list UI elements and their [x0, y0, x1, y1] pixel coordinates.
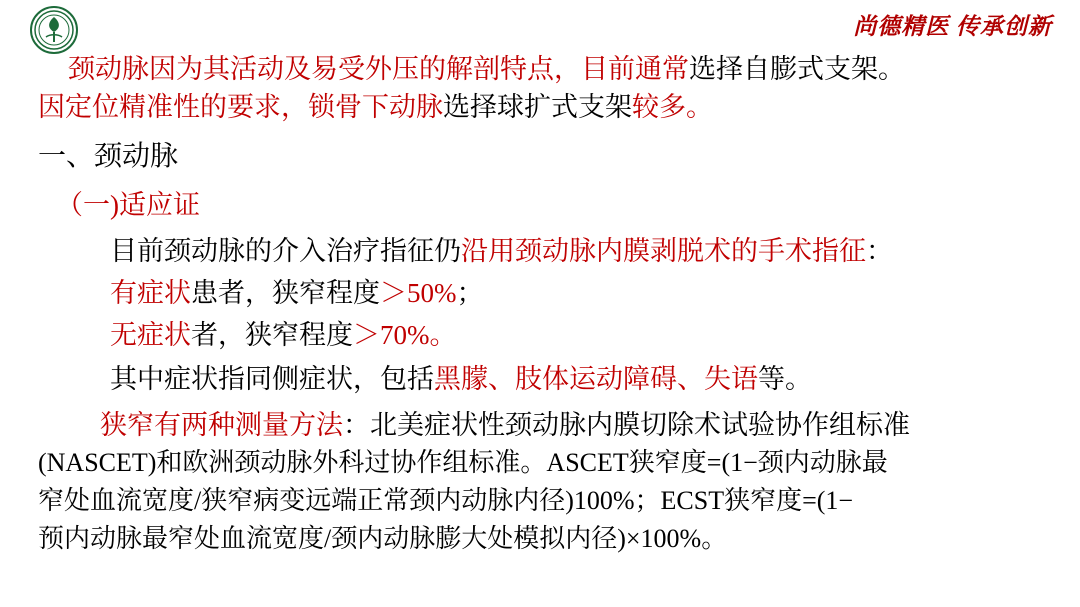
- body-line-4: [0, 360, 1080, 398]
- section-heading-1: [0, 138, 1080, 176]
- body-line-1: [0, 232, 1080, 270]
- text-run: 选择自膨式支架。: [689, 54, 905, 84]
- body-line-2: [0, 274, 1080, 312]
- text-run: 窄处血流宽度/狭窄病变远端正常颈内动脉内径)100%；ECST狭窄度=(1−: [38, 486, 854, 515]
- text-run: ＞50%: [380, 278, 457, 308]
- section-heading-2: [0, 186, 1080, 224]
- slide-header: [0, 0, 1080, 48]
- text-run: ；: [456, 278, 484, 308]
- text-run: 一、颈动脉: [38, 141, 179, 172]
- text-run: 有症状: [110, 278, 191, 308]
- slide-content: [0, 46, 1080, 558]
- slide-motto: 尚德精医 传承创新: [853, 14, 1052, 39]
- text-run: 因定位精准性的要求，锁骨下动脉: [38, 92, 443, 122]
- text-run: （一)适应证: [56, 190, 200, 220]
- text-run: 选择球扩式支架: [443, 92, 632, 122]
- text-run: 无症状: [110, 320, 191, 350]
- body-line-5: [0, 406, 1080, 444]
- body-line-8: [0, 520, 1080, 558]
- text-run: 目前颈动脉的介入治疗指征仍: [110, 236, 461, 266]
- text-run: 颈动脉因为其活动及易受外压的解剖特点，目前通常: [68, 54, 689, 84]
- body-line-3: [0, 316, 1080, 354]
- text-run: 等。: [758, 364, 812, 394]
- text-run: 沿用颈动脉内膜剥脱术的手术指征: [461, 236, 866, 266]
- text-run: 者，狭窄程度: [191, 320, 353, 350]
- intro-line-2: [0, 88, 1080, 126]
- text-run: ：北美症状性颈动脉内膜切除术试验协作组标准: [343, 410, 910, 440]
- intro-line-1: [0, 50, 1080, 88]
- text-run: 其中症状指同侧症状，包括: [110, 364, 434, 394]
- text-run: ：: [866, 236, 893, 266]
- text-run: 患者，狭窄程度: [191, 278, 380, 308]
- text-run: 狭窄有两种测量方法: [100, 410, 343, 440]
- text-run: 较多。: [632, 92, 713, 122]
- body-line-7: [0, 482, 1080, 520]
- body-line-6: [0, 444, 1080, 482]
- text-run: (NASCET)和欧洲颈动脉外科过协作组标准。ASCET狭窄度=(1−颈内动脉最: [38, 448, 888, 477]
- text-run: 黑朦、肢体运动障碍、失语: [434, 364, 758, 394]
- text-run: ＞70%。: [353, 320, 457, 350]
- text-run: 预内动脉最窄处血流宽度/颈内动脉膨大处模拟内径)×100%。: [38, 524, 728, 553]
